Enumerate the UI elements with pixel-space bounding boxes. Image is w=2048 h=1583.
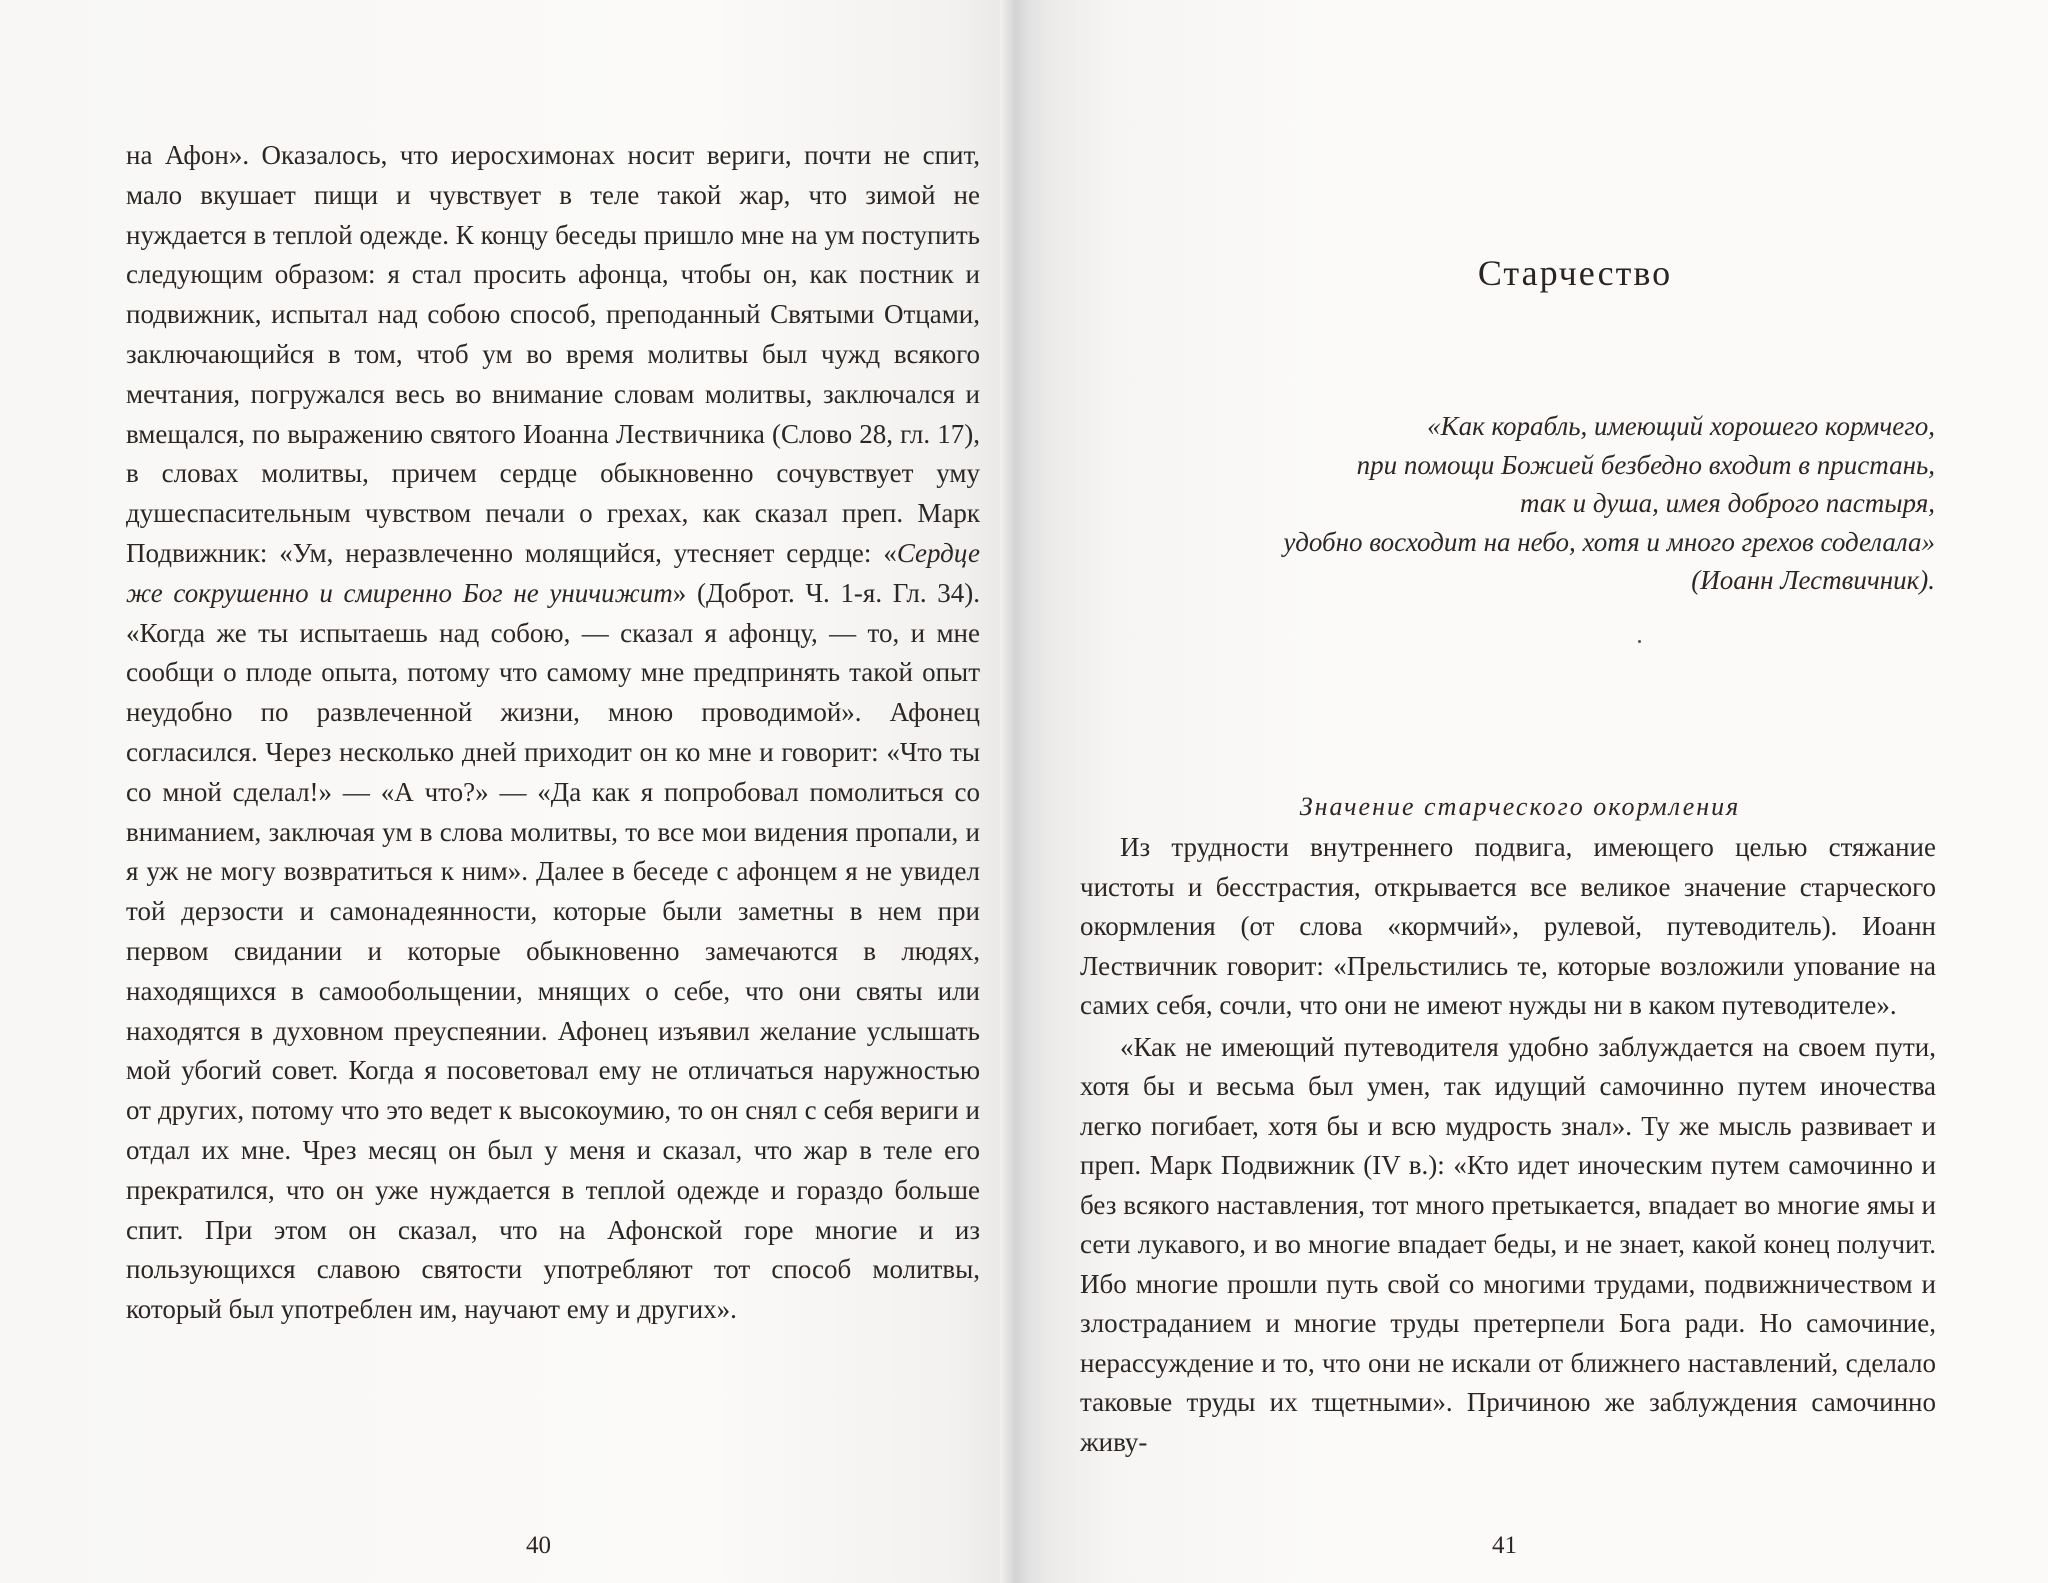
right-page-body xyxy=(1080,828,1936,1464)
epigraph-line: при помощи Божией безбедно входит в пристань, xyxy=(1356,449,1935,480)
epigraph xyxy=(1100,407,1935,600)
right-paragraph: Из трудности внутреннего подвига, имеющего целью стяжание чистоты и бесстрастия, открывается все великое значение старческого окормления (от слова «кормчий», рулевой, путеводитель). Иоанн Лествичник говорит: «Прельстились те, которые возложили упование на самих себя, сочли, что они не имеют нужды ни в каком путеводителе». xyxy=(1080,832,1936,1020)
epigraph-line: «Как корабль, имеющий хорошего кормчего, xyxy=(1427,411,1935,441)
left-paragraph-part2: » (Доброт. Ч. 1-я. Гл. 34). «Когда же ты испытаешь над собою, — сказал я афонцу, — то, и мне сообщи о плоде опыта, потому что самому мне предпринять такой опыт неудобно по развлеченной жизни, мною проводимой». Афонец согласился. Через несколько дней приходит он ко мне и говорит: «Что ты со мной сделал!» — «А что?» — «Да как я попробовал помолиться со вниманием, заключая ум в слова молитвы, то все мои видения пропали, и я уж не могу возвратиться к ним». Далее в беседе с афонцем я не увидел той дерзости и самонадеянности, которые были заметны в нем при первом свидании и которые обыкновенно замечаются в людях, находящихся в самообольщении, мнящих о себе, что они святы или находятся в духовном преуспеянии. Афонец изъявил желание услышать мой убогий совет. Когда я посоветовал ему не отличаться наружностью от других, потому что это ведет к высокоумию, то он снял с себя вериги и отдал их мне. Чрез месяц он был у меня и сказал, что жар в теле его прекратился, что он уже нуждается в теплой одежде и гораздо больше спит. При этом он сказал, что на Афонской горе многие и из пользующихся славою святости употребляют тот способ молитвы, который был употреблен им, научают ему и других». xyxy=(126,577,980,1325)
epigraph-line: удобно восходит на небо, хотя и много грехов соделала» xyxy=(1283,526,1935,557)
right-paragraph: «Как не имеющий путеводителя удобно заблуждается на своем пути, хотя бы и весьма был умен, так идущий самочинно путем иночества легко погибает, хотя бы и всю мудрость знал». Ту же мысль развивает и преп. Марк Подвижник (IV в.): «Кто идет иноческим путем самочинно и без всякого наставления, тот много претыкается, впадает во многие ямы и сети лукавого, и во многие впадает беды, и не знает, какой конец получит. Ибо многие прошли путь свой со многими трудами, подвижничеством и злостраданием и многие труды претерпели Бога ради. Но самочиние, нерассуждение и то, что они не искали от ближнего наставлений, сделало таковые труды их тщетными». Причиною же заблуждения самочинно живу- xyxy=(1080,1031,1936,1457)
book-gutter xyxy=(1000,0,1030,1583)
left-paragraph xyxy=(126,136,980,1330)
ink-dot xyxy=(1638,640,1641,643)
left-page-body xyxy=(126,136,980,1330)
page-number-left: 40 xyxy=(526,1532,551,1559)
chapter-title: Старчество xyxy=(1477,253,1673,293)
left-paragraph-italic-quote: Сердце же сокрушенно и смиренно Бог не уничижит xyxy=(126,537,980,608)
page-number-right: 41 xyxy=(1492,1532,1517,1559)
section-heading: Значение старческого окормления xyxy=(1299,792,1741,821)
epigraph-line: так и душа, имея доброго пастыря, xyxy=(1519,488,1935,518)
epigraph-attribution: (Иоанн Лествичник). xyxy=(1691,565,1935,595)
left-page xyxy=(0,0,1010,1583)
left-paragraph-part1: на Афон». Оказалось, что иеросхимонах носит вериги, почти не спит, мало вкушает пищи и чувствует в теле такой жар, что зимой не нуждается в теплой одежде. К концу беседы пришло мне на ум поступить следующим образом: я стал просить афонца, чтобы он, как постник и подвижник, испытал над собою способ, преподанный Святыми Отцами, заключающийся в том, чтоб ум во время молитвы был чужд всякого мечтания, погружался весь во внимание словам молитвы, заключался и вмещался, по выражению святого Иоанна Лествичника (Слово 28, гл. 17), в словах молитвы, причем сердце обыкновенно сочувствует уму душеспасительным чувством печали о грехах, как сказал преп. Марк Подвижник: «Ум, неразвлеченно молящийся, утесняет сердце: « xyxy=(126,140,980,568)
